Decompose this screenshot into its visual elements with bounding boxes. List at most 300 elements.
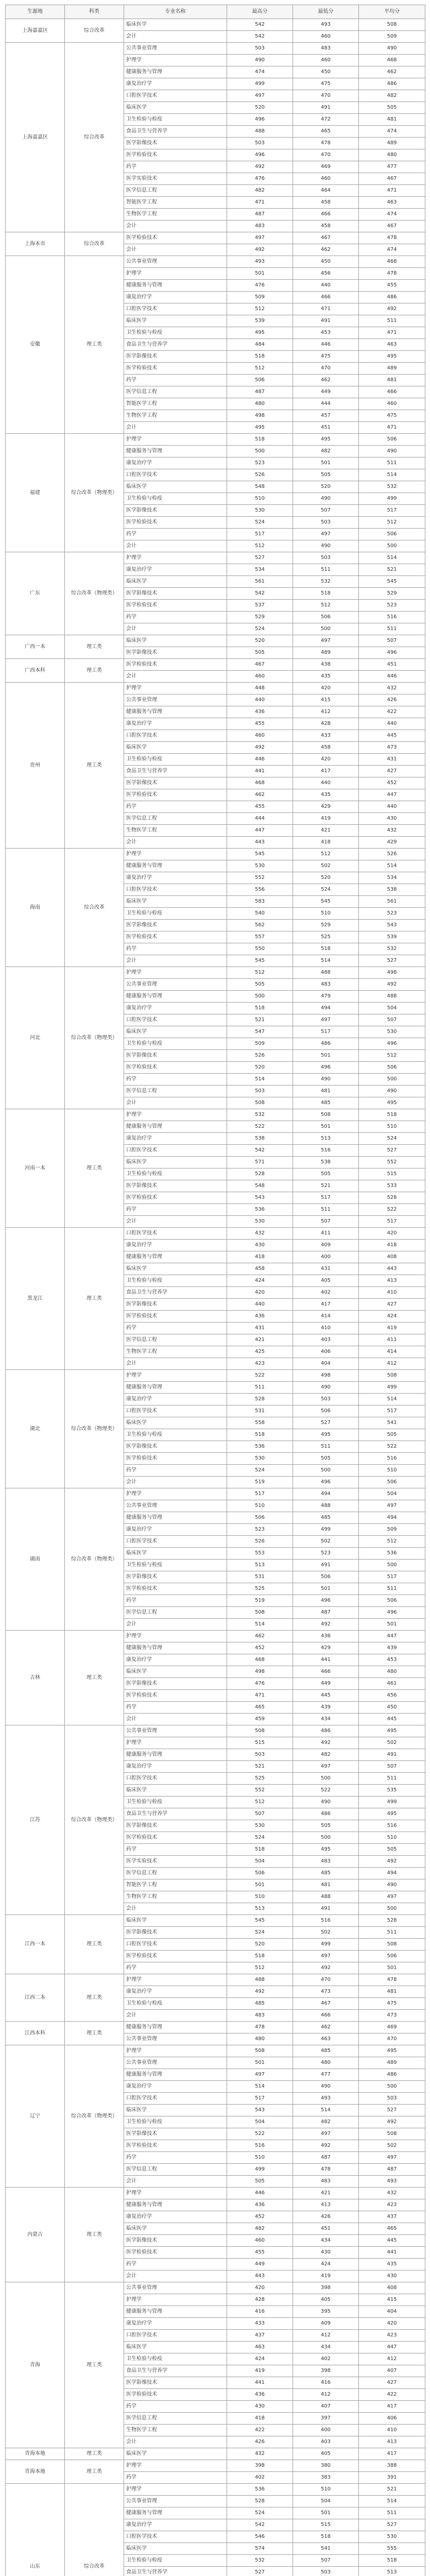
min-score-cell: 514 — [293, 955, 359, 967]
min-score-cell: 501 — [293, 1583, 359, 1595]
min-score-cell: 475 — [293, 351, 359, 363]
min-score-cell: 490 — [293, 1797, 359, 1808]
province-cell: 吉林 — [6, 1631, 65, 1725]
min-score-cell: 529 — [293, 920, 359, 931]
min-score-cell: 521 — [293, 1180, 359, 1192]
max-score-cell: 418 — [227, 1251, 293, 1263]
major-cell: 临床医学 — [124, 102, 227, 114]
major-cell: 护理学 — [124, 1488, 227, 1500]
min-score-cell: 517 — [293, 1192, 359, 1204]
province-cell: 辽宁 — [6, 2045, 65, 2188]
min-score-cell: 470 — [293, 149, 359, 161]
min-score-cell: 492 — [293, 1737, 359, 1749]
min-score-cell: 510 — [293, 2484, 359, 2496]
major-cell: 会计 — [124, 1358, 227, 1370]
avg-score-cell: 440 — [359, 801, 425, 813]
max-score-cell: 499 — [227, 78, 293, 90]
avg-score-cell: 504 — [359, 1003, 425, 1014]
province-cell: 广西本科 — [6, 659, 65, 683]
province-cell: 江苏 — [6, 1725, 65, 1915]
max-score-cell: 484 — [227, 339, 293, 351]
category-cell: 理工类 — [65, 1109, 124, 1228]
min-score-cell: 458 — [293, 197, 359, 209]
major-cell: 口腔医学技术 — [124, 730, 227, 742]
major-cell: 药学 — [124, 2152, 227, 2164]
avg-score-cell: 471 — [359, 327, 425, 339]
max-score-cell: 518 — [227, 1951, 293, 1962]
max-score-cell: 525 — [227, 1773, 293, 1785]
major-cell: 康复治疗学 — [124, 1986, 227, 1998]
avg-score-cell: 535 — [359, 1785, 425, 1797]
min-score-cell: 491 — [293, 1903, 359, 1915]
avg-score-cell: 490 — [359, 1879, 425, 1891]
max-score-cell: 422 — [227, 2425, 293, 2436]
major-cell: 护理学 — [124, 552, 227, 564]
avg-score-cell: 534 — [359, 872, 425, 884]
province-cell: 上海本市 — [6, 232, 65, 256]
min-score-cell: 485 — [293, 1097, 359, 1109]
province-cell: 江西本科 — [6, 2022, 65, 2045]
major-cell: 医学影像技术 — [124, 777, 227, 789]
major-cell: 康复治疗学 — [124, 1240, 227, 1251]
min-score-cell: 398 — [293, 2282, 359, 2294]
major-cell: 药学 — [124, 1204, 227, 1216]
avg-score-cell: 524 — [359, 1133, 425, 1145]
min-score-cell: 464 — [293, 185, 359, 197]
avg-score-cell: 417 — [359, 2401, 425, 2413]
avg-score-cell: 468 — [359, 55, 425, 66]
min-score-cell: 410 — [293, 1323, 359, 1334]
min-score-cell: 440 — [293, 280, 359, 292]
max-score-cell: 420 — [227, 1287, 293, 1299]
major-cell: 药学 — [124, 801, 227, 813]
max-score-cell: 520 — [227, 635, 293, 647]
min-score-cell: 429 — [293, 801, 359, 813]
avg-score-cell: 507 — [359, 1014, 425, 1026]
min-score-cell: 457 — [293, 410, 359, 422]
major-cell: 临床医学 — [124, 1915, 227, 1927]
major-cell: 医学检验技术 — [124, 1453, 227, 1465]
avg-score-cell: 432 — [359, 683, 425, 694]
major-cell: 医学检验技术 — [124, 363, 227, 375]
major-cell: 健康服务与管理 — [124, 2199, 227, 2211]
max-score-cell: 526 — [227, 469, 293, 481]
min-score-cell: 487 — [293, 1607, 359, 1619]
avg-score-cell: 504 — [359, 1488, 425, 1500]
min-score-cell: 487 — [293, 2152, 359, 2164]
max-score-cell: 436 — [227, 1311, 293, 1323]
max-score-cell: 512 — [227, 303, 293, 315]
max-score-cell: 547 — [227, 1026, 293, 1038]
avg-score-cell: 445 — [359, 1714, 425, 1725]
min-score-cell: 434 — [293, 2342, 359, 2353]
avg-score-cell: 494 — [359, 1868, 425, 1879]
avg-score-cell: 453 — [359, 1654, 425, 1666]
avg-score-cell: 511 — [359, 315, 425, 327]
major-cell: 临床医学 — [124, 1548, 227, 1560]
avg-score-cell: 406 — [359, 2413, 425, 2425]
max-score-cell: 561 — [227, 576, 293, 588]
max-score-cell: 527 — [227, 2567, 293, 2576]
major-cell: 护理学 — [124, 434, 227, 446]
max-score-cell: 497 — [227, 232, 293, 244]
avg-score-cell: 496 — [359, 647, 425, 659]
max-score-cell: 545 — [227, 955, 293, 967]
max-score-cell: 436 — [227, 2389, 293, 2401]
avg-score-cell: 506 — [359, 1062, 425, 1074]
max-score-cell: 455 — [227, 801, 293, 813]
avg-score-cell: 502 — [359, 1737, 425, 1749]
major-cell: 口腔医学技术 — [124, 1014, 227, 1026]
province-cell: 安徽 — [6, 256, 65, 434]
max-score-cell: 471 — [227, 1690, 293, 1702]
major-cell: 药学 — [124, 2259, 227, 2270]
avg-score-cell: 505 — [359, 1844, 425, 1856]
max-score-cell: 521 — [227, 1014, 293, 1026]
major-cell: 卫生检验与检疫 — [124, 2555, 227, 2567]
max-score-cell: 503 — [227, 43, 293, 55]
avg-score-cell: 532 — [359, 481, 425, 493]
major-cell: 临床医学 — [124, 315, 227, 327]
min-score-cell: 496 — [293, 1595, 359, 1607]
min-score-cell: 486 — [293, 1725, 359, 1737]
header-min-score: 最低分 — [293, 5, 359, 19]
category-cell: 理工类 — [65, 2282, 124, 2448]
min-score-cell: 460 — [293, 173, 359, 185]
major-cell: 智能医学工程 — [124, 398, 227, 410]
avg-score-cell: 456 — [359, 1690, 425, 1702]
major-cell: 医学检验技术 — [124, 1690, 227, 1702]
avg-score-cell: 408 — [359, 2282, 425, 2294]
min-score-cell: 492 — [293, 2140, 359, 2152]
avg-score-cell: 430 — [359, 813, 425, 825]
min-score-cell: 511 — [293, 1441, 359, 1453]
major-cell: 医学信息工程 — [124, 2164, 227, 2176]
category-cell: 理工类 — [65, 1631, 124, 1725]
avg-score-cell: 466 — [359, 386, 425, 398]
category-cell: 理工类 — [65, 2188, 124, 2282]
major-cell: 口腔医学技术 — [124, 1228, 227, 1240]
max-score-cell: 448 — [227, 683, 293, 694]
major-cell: 生物医学工程 — [124, 410, 227, 422]
max-score-cell: 583 — [227, 896, 293, 908]
min-score-cell: 501 — [293, 1050, 359, 1062]
max-score-cell: 402 — [227, 2472, 293, 2484]
max-score-cell: 574 — [227, 2543, 293, 2555]
major-cell: 食品卫生与营养学 — [124, 1287, 227, 1299]
avg-score-cell: 518 — [359, 2555, 425, 2567]
table-row — [6, 434, 425, 446]
min-score-cell: 440 — [293, 777, 359, 789]
major-cell: 医学影像技术 — [124, 647, 227, 659]
max-score-cell: 524 — [227, 1832, 293, 1844]
min-score-cell: 511 — [293, 564, 359, 576]
avg-score-cell: 490 — [359, 446, 425, 457]
min-score-cell: 494 — [293, 1003, 359, 1014]
max-score-cell: 501 — [227, 2057, 293, 2069]
major-cell: 护理学 — [124, 268, 227, 280]
avg-score-cell: 487 — [359, 2164, 425, 2176]
table-row — [6, 1488, 425, 1500]
min-score-cell: 503 — [293, 2567, 359, 2576]
avg-score-cell: 420 — [359, 1228, 425, 1240]
table-row — [6, 659, 425, 671]
major-cell: 健康服务与管理 — [124, 2022, 227, 2033]
min-score-cell: 451 — [293, 2223, 359, 2235]
avg-score-cell: 505 — [359, 1429, 425, 1441]
major-cell: 医学信息工程 — [124, 386, 227, 398]
avg-score-cell: 526 — [359, 849, 425, 860]
min-score-cell: 538 — [293, 1157, 359, 1168]
avg-score-cell: 497 — [359, 1891, 425, 1903]
major-cell: 口腔医学技术 — [124, 303, 227, 315]
min-score-cell: 491 — [293, 315, 359, 327]
major-cell: 药学 — [124, 1595, 227, 1607]
max-score-cell: 553 — [227, 1548, 293, 1560]
avg-score-cell: 426 — [359, 694, 425, 706]
major-cell: 卫生检验与检疫 — [124, 114, 227, 126]
max-score-cell: 465 — [227, 1702, 293, 1714]
avg-score-cell: 467 — [359, 173, 425, 185]
major-cell: 护理学 — [124, 55, 227, 66]
min-score-cell: 420 — [293, 754, 359, 766]
min-score-cell: 414 — [293, 1311, 359, 1323]
max-score-cell: 519 — [227, 1595, 293, 1607]
max-score-cell: 571 — [227, 1157, 293, 1168]
avg-score-cell: 408 — [359, 1251, 425, 1263]
table-row — [6, 1631, 425, 1642]
min-score-cell: 481 — [293, 1086, 359, 1097]
min-score-cell: 450 — [293, 256, 359, 268]
min-score-cell: 445 — [293, 1690, 359, 1702]
min-score-cell: 490 — [293, 493, 359, 505]
max-score-cell: 523 — [227, 1524, 293, 1536]
max-score-cell: 441 — [227, 766, 293, 777]
max-score-cell: 531 — [227, 1571, 293, 1583]
max-score-cell: 524 — [227, 517, 293, 529]
avg-score-cell: 486 — [359, 292, 425, 303]
table-row — [6, 967, 425, 979]
major-cell: 生物医学工程 — [124, 2425, 227, 2436]
avg-score-cell: 507 — [359, 1761, 425, 1773]
max-score-cell: 518 — [227, 434, 293, 446]
major-cell: 康复治疗学 — [124, 872, 227, 884]
avg-score-cell: 506 — [359, 529, 425, 540]
province-cell: 海南 — [6, 849, 65, 967]
major-cell: 医学检验技术 — [124, 1192, 227, 1204]
max-score-cell: 476 — [227, 173, 293, 185]
min-score-cell: 504 — [293, 2496, 359, 2507]
major-cell: 医学信息工程 — [124, 813, 227, 825]
min-score-cell: 466 — [293, 1666, 359, 1678]
max-score-cell: 521 — [227, 1761, 293, 1773]
major-cell: 药学 — [124, 2401, 227, 2413]
major-cell: 会计 — [124, 1097, 227, 1109]
min-score-cell: 404 — [293, 1358, 359, 1370]
max-score-cell: 562 — [227, 920, 293, 931]
max-score-cell: 436 — [227, 2199, 293, 2211]
min-score-cell: 478 — [293, 138, 359, 149]
major-cell: 会计 — [124, 2270, 227, 2282]
min-score-cell: 405 — [293, 2294, 359, 2306]
avg-score-cell: 506 — [359, 1595, 425, 1607]
min-score-cell: 545 — [293, 896, 359, 908]
max-score-cell: 515 — [227, 1737, 293, 1749]
min-score-cell: 500 — [293, 1832, 359, 1844]
avg-score-cell: 514 — [359, 552, 425, 564]
avg-score-cell: 452 — [359, 777, 425, 789]
avg-score-cell: 492 — [359, 1856, 425, 1868]
major-cell: 口腔医学技术 — [124, 2330, 227, 2342]
min-score-cell: 497 — [293, 1951, 359, 1962]
avg-score-cell: 462 — [359, 66, 425, 78]
min-score-cell: 467 — [293, 1998, 359, 2010]
category-cell: 综合改革（物理类） — [65, 1488, 124, 1631]
avg-score-cell: 508 — [359, 19, 425, 31]
major-cell: 医学检验技术 — [124, 149, 227, 161]
avg-score-cell: 475 — [359, 1998, 425, 2010]
avg-score-cell: 527 — [359, 2519, 425, 2531]
min-score-cell: 403 — [293, 1334, 359, 1346]
major-cell: 健康服务与管理 — [124, 446, 227, 457]
max-score-cell: 482 — [227, 185, 293, 197]
avg-score-cell: 447 — [359, 2342, 425, 2353]
avg-score-cell: 511 — [359, 1583, 425, 1595]
avg-score-cell: 478 — [359, 232, 425, 244]
max-score-cell: 506 — [227, 375, 293, 386]
major-cell: 食品卫生与营养学 — [124, 2567, 227, 2576]
min-score-cell: 402 — [293, 2353, 359, 2365]
major-cell: 健康服务与管理 — [124, 1382, 227, 1394]
max-score-cell: 504 — [227, 1856, 293, 1868]
max-score-cell: 447 — [227, 825, 293, 837]
min-score-cell: 500 — [293, 1773, 359, 1785]
min-score-cell: 485 — [293, 1512, 359, 1524]
min-score-cell: 497 — [293, 529, 359, 540]
major-cell: 医学影像技术 — [124, 505, 227, 517]
min-score-cell: 500 — [293, 1465, 359, 1477]
max-score-cell: 516 — [227, 2140, 293, 2152]
major-cell: 健康服务与管理 — [124, 1642, 227, 1654]
avg-score-cell: 492 — [359, 2116, 425, 2128]
max-score-cell: 462 — [227, 789, 293, 801]
max-score-cell: 534 — [227, 564, 293, 576]
max-score-cell: 520 — [227, 102, 293, 114]
avg-score-cell: 514 — [359, 2496, 425, 2507]
province-cell: 内蒙古 — [6, 2188, 65, 2282]
province-cell: 广西一本 — [6, 635, 65, 659]
major-cell: 医学检验技术 — [124, 2389, 227, 2401]
max-score-cell: 520 — [227, 1939, 293, 1951]
min-score-cell: 415 — [293, 694, 359, 706]
max-score-cell: 510 — [227, 1500, 293, 1512]
avg-score-cell: 545 — [359, 576, 425, 588]
max-score-cell: 505 — [227, 979, 293, 991]
min-score-cell: 420 — [293, 683, 359, 694]
min-score-cell: 507 — [293, 2555, 359, 2567]
max-score-cell: 514 — [227, 1074, 293, 1086]
major-cell: 医学检验技术 — [124, 2140, 227, 2152]
max-score-cell: 557 — [227, 931, 293, 943]
min-score-cell: 482 — [293, 446, 359, 457]
min-score-cell: 518 — [293, 2531, 359, 2543]
min-score-cell: 510 — [293, 908, 359, 920]
min-score-cell: 500 — [293, 623, 359, 635]
avg-score-cell: 510 — [359, 1832, 425, 1844]
avg-score-cell: 439 — [359, 1642, 425, 1654]
admission-score-table — [5, 5, 425, 2576]
max-score-cell: 531 — [227, 1405, 293, 1417]
avg-score-cell: 481 — [359, 1986, 425, 1998]
min-score-cell: 506 — [293, 1571, 359, 1583]
max-score-cell: 510 — [227, 493, 293, 505]
avg-score-cell: 516 — [359, 612, 425, 623]
avg-score-cell: 555 — [359, 2543, 425, 2555]
avg-score-cell: 518 — [359, 1109, 425, 1121]
min-score-cell: 460 — [293, 31, 359, 43]
major-cell: 护理学 — [124, 1737, 227, 1749]
max-score-cell: 513 — [227, 1903, 293, 1915]
avg-score-cell: 528 — [359, 1192, 425, 1204]
avg-score-cell: 447 — [359, 1631, 425, 1642]
min-score-cell: 502 — [293, 1536, 359, 1548]
major-cell: 健康服务与管理 — [124, 1749, 227, 1761]
major-cell: 药学 — [124, 529, 227, 540]
table-body — [6, 19, 425, 2576]
table-row — [6, 2460, 425, 2472]
major-cell: 医学检验技术 — [124, 1311, 227, 1323]
table-row — [6, 1228, 425, 1240]
avg-score-cell: 388 — [359, 2460, 425, 2472]
major-cell: 口腔医学技术 — [124, 2531, 227, 2543]
max-score-cell: 500 — [227, 991, 293, 1003]
major-cell: 生物医学工程 — [124, 1346, 227, 1358]
major-cell: 医学影像技术 — [124, 2235, 227, 2247]
max-score-cell: 490 — [227, 55, 293, 66]
max-score-cell: 543 — [227, 1192, 293, 1204]
table-row — [6, 1109, 425, 1121]
min-score-cell: 502 — [293, 1927, 359, 1939]
min-score-cell: 412 — [293, 2330, 359, 2342]
major-cell: 护理学 — [124, 683, 227, 694]
min-score-cell: 527 — [293, 1417, 359, 1429]
min-score-cell: 450 — [293, 66, 359, 78]
max-score-cell: 480 — [227, 398, 293, 410]
avg-score-cell: 463 — [359, 339, 425, 351]
major-cell: 临床医学 — [124, 19, 227, 31]
category-cell: 理工类 — [65, 683, 124, 849]
min-score-cell: 438 — [293, 659, 359, 671]
max-score-cell: 536 — [227, 1204, 293, 1216]
max-score-cell: 524 — [227, 2507, 293, 2519]
major-cell: 医学信息工程 — [124, 185, 227, 197]
avg-score-cell: 499 — [359, 1797, 425, 1808]
avg-score-cell: 391 — [359, 2472, 425, 2484]
avg-score-cell: 404 — [359, 2306, 425, 2318]
major-cell: 公共事业管理 — [124, 694, 227, 706]
avg-score-cell: 437 — [359, 2211, 425, 2223]
min-score-cell: 405 — [293, 2448, 359, 2460]
major-cell: 医学信息工程 — [124, 1607, 227, 1619]
avg-score-cell: 514 — [359, 860, 425, 872]
category-cell: 综合改革（物理类） — [65, 552, 124, 635]
avg-score-cell: 447 — [359, 789, 425, 801]
max-score-cell: 530 — [227, 505, 293, 517]
avg-score-cell: 410 — [359, 2425, 425, 2436]
avg-score-cell: 499 — [359, 493, 425, 505]
avg-score-cell: 478 — [359, 268, 425, 280]
major-cell: 医学检验技术 — [124, 1951, 227, 1962]
